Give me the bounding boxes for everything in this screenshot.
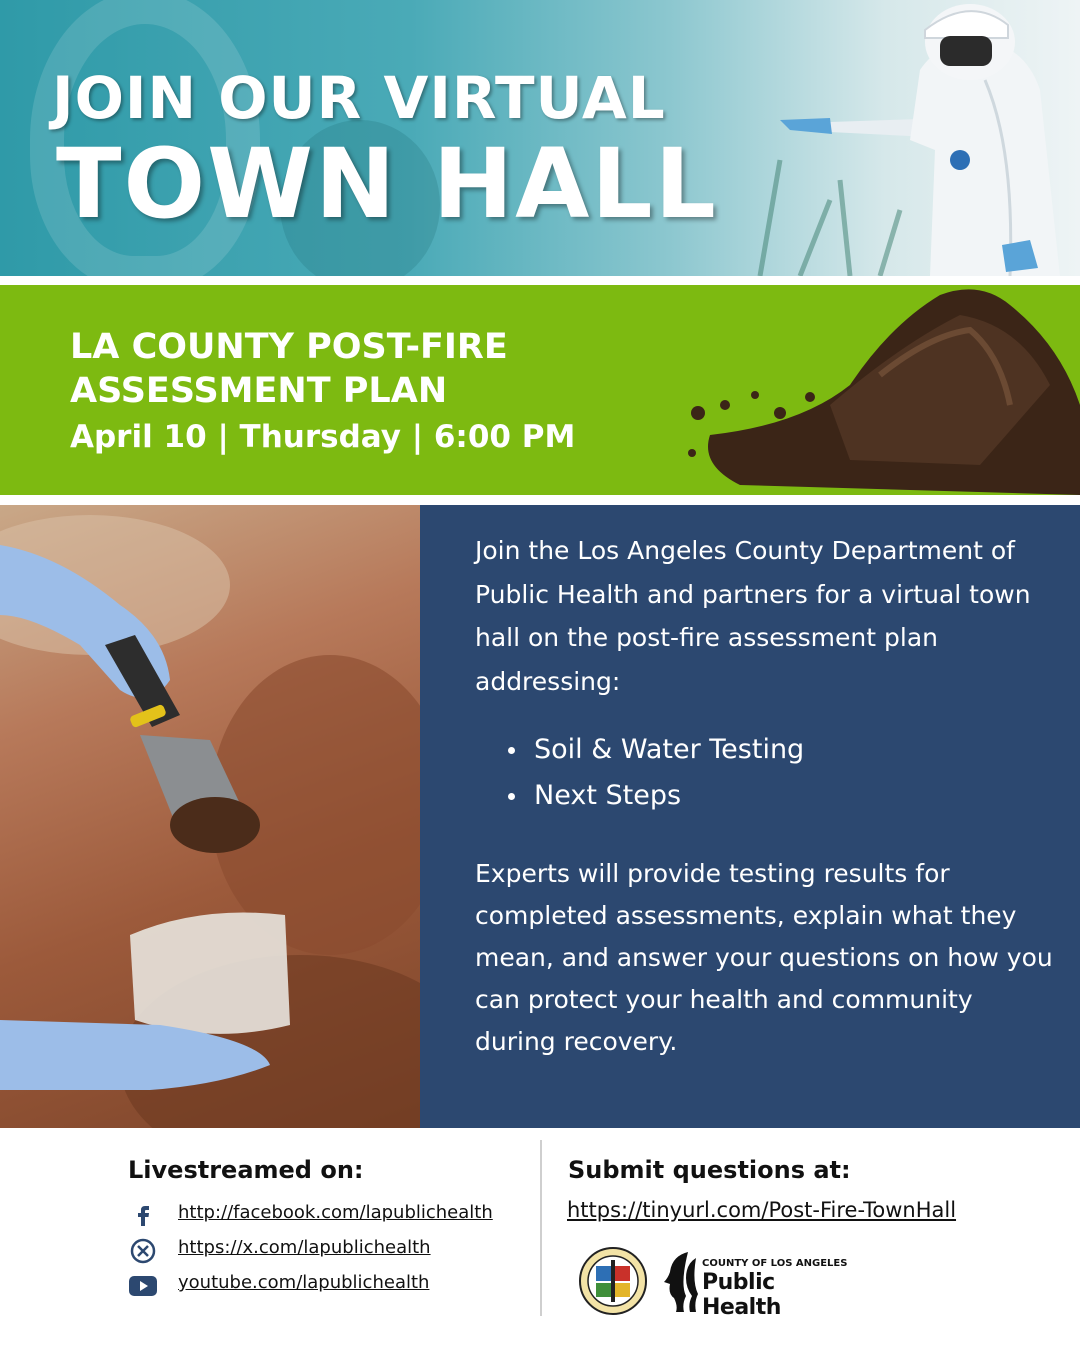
bullet-icon <box>508 793 515 800</box>
bullet-icon <box>508 747 515 754</box>
soil-pile-image <box>680 285 1080 495</box>
trowel-gloves-illustration <box>0 505 420 1128</box>
submit-heading: Submit questions at: <box>568 1156 851 1184</box>
header-title-line2: TOWN HALL <box>56 128 718 240</box>
list-item <box>508 727 804 773</box>
youtube-icon <box>128 1273 158 1299</box>
livestream-heading: Livestreamed on: <box>128 1156 364 1184</box>
intro-text: Join the Los Angeles County Department of Public Health and partners for a virtual town hall on the post-fire assessment plan addressing: <box>475 536 1031 696</box>
x-icon <box>128 1238 158 1264</box>
soil-sampling-photo <box>0 505 420 1128</box>
info-panel <box>420 505 1080 1128</box>
header-banner <box>0 0 1080 276</box>
public-health-logo <box>660 1248 860 1320</box>
event-title: LA COUNTY POST-FIRE ASSESSMENT PLAN <box>70 327 508 411</box>
divider-stripe <box>0 276 1080 285</box>
topic-label: Next Steps <box>534 780 682 811</box>
hazmat-worker-image <box>740 0 1080 276</box>
footer <box>0 1128 1080 1350</box>
topic-label: Soil & Water Testing <box>534 734 805 765</box>
event-date: April 10 | Thursday | 6:00 PM <box>70 419 576 455</box>
submit-questions-link[interactable]: https://tinyurl.com/Post-Fire-TownHall <box>567 1198 957 1222</box>
county-seal-icon <box>578 1246 648 1316</box>
youtube-link[interactable]: youtube.com/lapublichealth <box>178 1272 430 1293</box>
facebook-icon <box>128 1202 158 1228</box>
header-title-line1: JOIN OUR VIRTUAL <box>52 64 666 132</box>
logo-county-text: COUNTY OF LOS ANGELES <box>702 1258 848 1269</box>
list-item <box>508 773 804 819</box>
logo-name-text: Public Health <box>702 1270 781 1320</box>
divider-stripe <box>0 495 1080 505</box>
details-text: Experts will provide testing results for completed assessments, explain what they mean, and answer your questions on how you can protect your health and community during recovery. <box>475 859 1053 1056</box>
facebook-link[interactable]: http://facebook.com/lapublichealth <box>178 1202 493 1223</box>
x-link[interactable]: https://x.com/lapublichealth <box>178 1237 431 1258</box>
topic-list <box>508 727 804 819</box>
footer-divider <box>540 1140 542 1316</box>
profile-silhouette-icon <box>660 1248 700 1314</box>
